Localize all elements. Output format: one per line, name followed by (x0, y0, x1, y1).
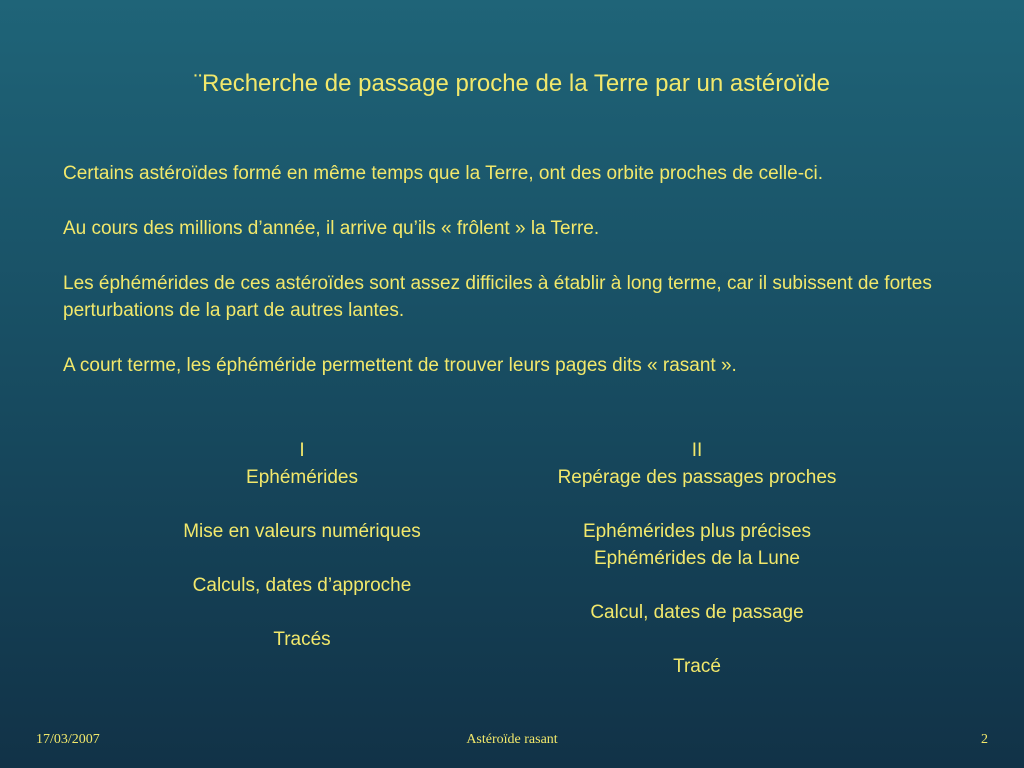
intro-paragraph-2: Au cours des millions d’année, il arrive qu’ils « frôlent » la Terre. (63, 218, 600, 239)
spacer (507, 572, 887, 599)
section-two-item: Calcul, dates de passage (590, 602, 804, 623)
section-two-heading: Repérage des passages proches (557, 467, 837, 488)
intro-paragraph-3: Les éphémérides de ces astéroïdes sont assez difficiles à établir à long terme, car il subissent de fortes perturbations de la part de autres lantes. (63, 273, 932, 321)
section-one-item: Mise en valeurs numériques (183, 521, 421, 542)
section-two-numeral: II (691, 440, 703, 461)
section-two-item: Ephémérides plus précises (582, 521, 812, 542)
spacer (112, 545, 492, 572)
slide-title: ¨Recherche de passage proche de la Terre par un astéroïde (194, 70, 830, 97)
section-one-item: Calculs, dates d’approche (192, 575, 412, 596)
spacer (507, 626, 887, 653)
section-two-column (507, 437, 887, 680)
footer-date: 17/03/2007 (36, 732, 100, 747)
section-two-item: Tracé (673, 656, 721, 677)
section-one-item: Tracés (273, 629, 331, 650)
spacer (112, 599, 492, 626)
section-two-item: Ephémérides de la Lune (594, 548, 800, 569)
spacer (112, 491, 492, 518)
footer-title: Astéroïde rasant (466, 732, 558, 747)
footer-page-number: 2 (981, 732, 988, 747)
intro-paragraph-4: A court terme, les éphéméride permettent de trouver leurs pages dits « rasant ». (63, 355, 737, 376)
section-one-column (112, 437, 492, 653)
spacer (507, 491, 887, 518)
section-one-numeral: I (299, 440, 305, 461)
intro-text-block (63, 160, 993, 407)
section-one-heading: Ephémérides (246, 467, 358, 488)
intro-paragraph-1: Certains astéroïdes formé en même temps que la Terre, ont des orbite proches de celle-ci. (63, 163, 824, 184)
